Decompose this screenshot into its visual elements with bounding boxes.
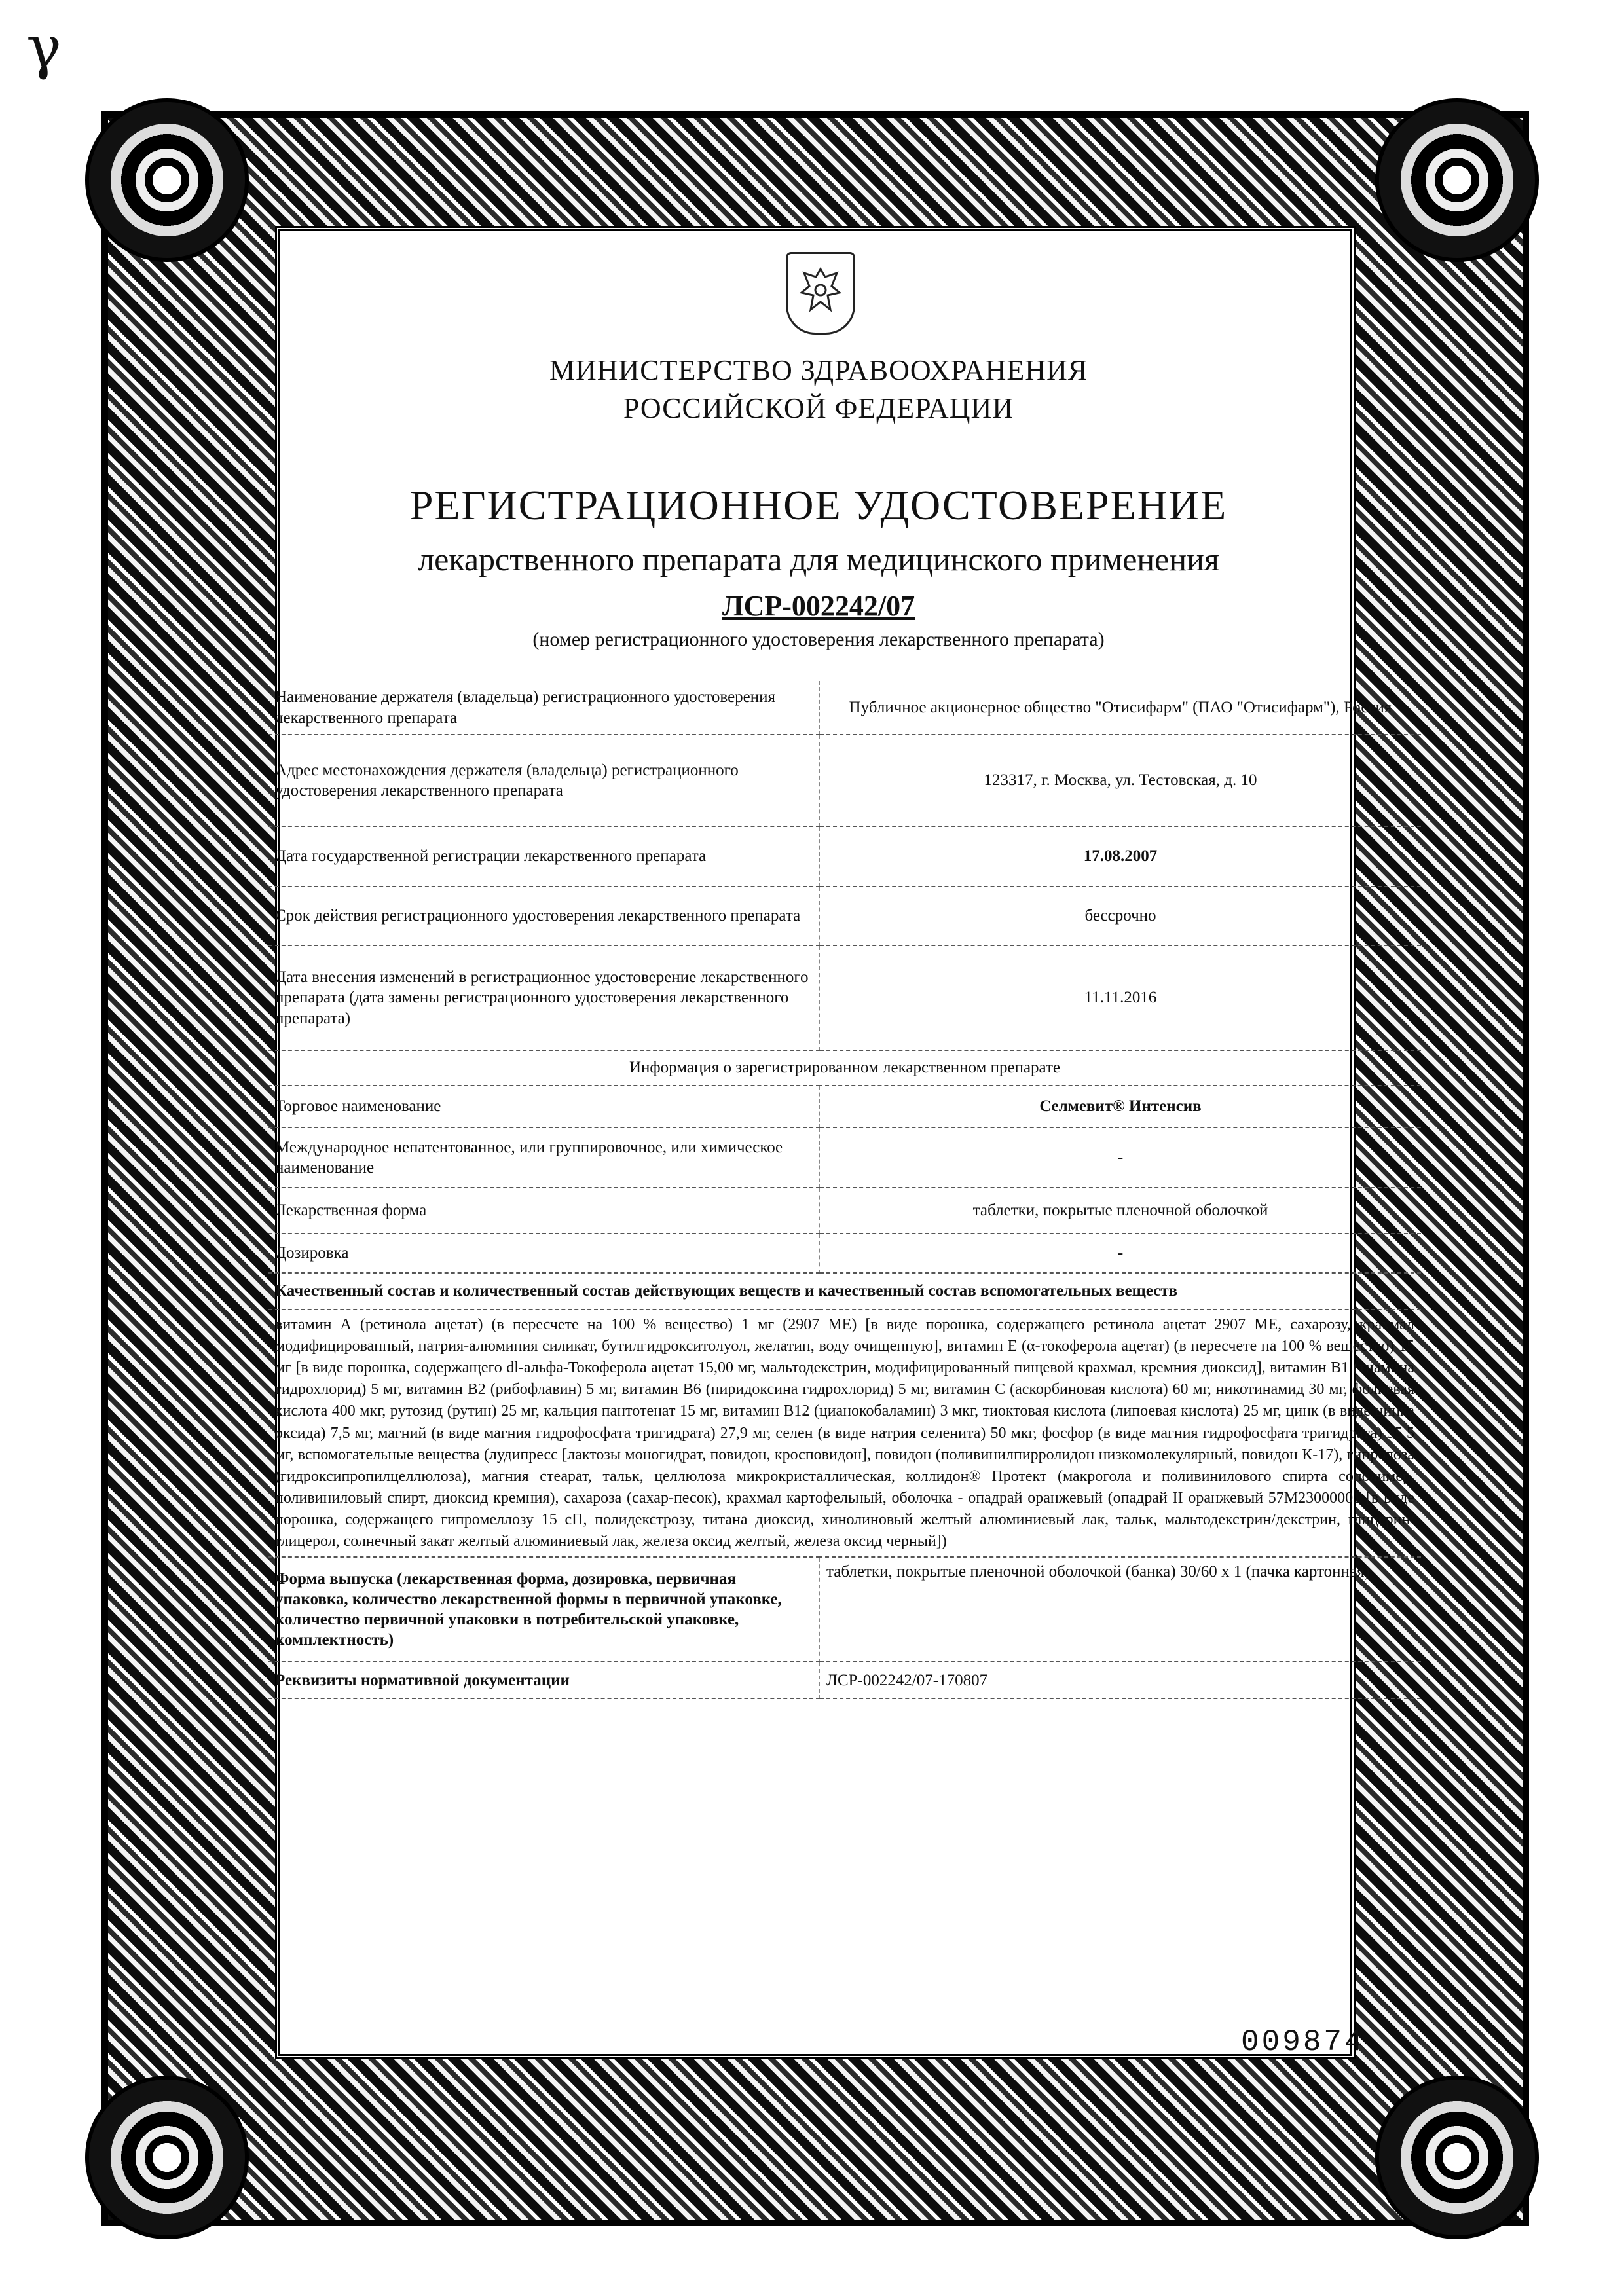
address-label: Адрес местонахождения держателя (владельца) регистрационного удостоверения лекарственного препарата bbox=[268, 735, 819, 826]
frame-rosette-top-left bbox=[85, 98, 249, 262]
table-row bbox=[268, 826, 1421, 887]
holder-value: Публичное акционерное общество "Отисифарм" (ПАО "Отисифарм"), Россия bbox=[819, 681, 1421, 735]
serial-number: 009874 bbox=[1241, 2025, 1365, 2059]
ministry-name-line1: МИНИСТЕРСТВО ЗДРАВООХРАНЕНИЯ bbox=[549, 354, 1088, 386]
validity-label: Срок действия регистрационного удостоверения лекарственного препарата bbox=[268, 887, 819, 945]
table-row bbox=[268, 1086, 1421, 1127]
frame-rosette-top-right bbox=[1375, 98, 1539, 262]
document-subtitle: лекарственного препарата для медицинского применения bbox=[418, 541, 1219, 577]
registration-info-table bbox=[268, 681, 1421, 1699]
table-row bbox=[268, 1557, 1421, 1662]
coat-of-arms-emblem bbox=[786, 252, 855, 335]
inn-label: Международное непатентованное, или группировочное, или химическое наименование bbox=[268, 1127, 819, 1188]
dosage-form-value: таблетки, покрытые пленочной оболочкой bbox=[819, 1188, 1421, 1234]
change-date-value: 11.11.2016 bbox=[819, 945, 1421, 1050]
release-form-value: таблетки, покрытые пленочной оболочкой (банка) 30/60 х 1 (пачка картонная) bbox=[819, 1557, 1421, 1662]
dosage-label: Дозировка bbox=[268, 1234, 819, 1273]
validity-value: бессрочно bbox=[819, 887, 1421, 945]
table-row bbox=[268, 887, 1421, 945]
dosage-form-label: Лекарственная форма bbox=[268, 1188, 819, 1234]
release-form-label: Форма выпуска (лекарственная форма, дозировка, первичная упаковка, количество лекарственной формы в первичной упаковке, количество первичной упаковки в потребительской упаковке, комплектность) bbox=[268, 1557, 819, 1662]
table-row bbox=[268, 735, 1421, 826]
frame-rosette-bottom-left bbox=[85, 2076, 249, 2239]
reg-date-value: 17.08.2007 bbox=[819, 826, 1421, 887]
trade-name-value: Селмевит® Интенсив bbox=[819, 1086, 1421, 1127]
composition-label: Качественный состав и количественный состав действующих веществ и качественный состав вспомогательных веществ bbox=[268, 1273, 1421, 1310]
table-row bbox=[268, 1273, 1421, 1310]
registration-number: ЛСР-002242/07 bbox=[722, 590, 915, 622]
trade-name-label: Торговое наименование bbox=[268, 1086, 819, 1127]
table-row bbox=[268, 945, 1421, 1050]
dosage-value: - bbox=[819, 1234, 1421, 1273]
holder-label: Наименование держателя (владельца) регистрационного удостоверения лекарственного препарата bbox=[268, 681, 819, 735]
frame-rosette-bottom-right bbox=[1375, 2076, 1539, 2239]
reg-date-label: Дата государственной регистрации лекарственного препарата bbox=[268, 826, 819, 887]
table-row bbox=[268, 681, 1421, 735]
composition-text: витамин А (ретинола ацетат) (в пересчете на 100 % вещество) 1 мг (2907 МЕ) [в виде порошка, содержащего ретинола ацетат 2907 МЕ, сахарозу, крахмал модифицированный, натрия-алюминия силикат, бутилгидрокситолуол, желатин, воду очищенную], витамин Е (α-токоферола ацетат) (в пересчете на 100 % вещество) 15 мг [в виде порошка, содержащего dl-альфа-Токоферола ацетат 15,00 мг, мальтодекстрин, модифицированный пищевой крахмал, кремния диоксид], витамин В1 (тиамина гидрохлорид) 5 мг, витамин В2 (рибофлавин) 5 мг, витамин В6 (пиридоксина гидрохлорид) 5 мг, витамин С (аскорбиновая кислота) 60 мг, никотинамид 30 мг, фолиевая кислота 400 мкг, рутозид (рутин) 25 мг, кальция пантотенат 15 мг, витамин В12 (цианокобаламин) 3 мкг, тиоктовая кислота (липоевая кислота) 25 мг, цинк (в виде цинка оксида) 7,5 мг, магний (в виде магния гидрофосфата тригидрата) 27,9 мг, селен (в виде натрия селенита) 50 мкг, фосфор (в виде магния гидрофосфата тригидрата) 35,5 мг, вспомогательные вещества (лудипресс [лактозы моногидрат, повидон, кросповидон], повидон (поливинилпирролидон низкомолекулярный, повидон К-17), гипролоза (гидроксипропилцеллюлоза), магния стеарат, тальк, целлюлоза микрокристаллическая, коллидон® Протект (макрогола и поливинилового спирта сополимер, поливиниловый спирт, диоксид кремния), сахароза (сахар-песок), крахмал картофельный, оболочка - опадрай оранжевый (опадрай II оранжевый 57М23000001 [в виде порошка, содержащего гипромеллозу 15 сП, полидекстрозу, титана диоксид, хинолиновый желтый алюминиевый лак, тальк, мальтодекстрин/декстрин, глицерин/глицерол, солнечный закат желтый алюминиевый лак, железа оксид желтый, железа оксид черный]) bbox=[268, 1310, 1421, 1557]
handwritten-mark: γ bbox=[26, 13, 62, 82]
normative-value: ЛСР-002242/07-170807 bbox=[819, 1662, 1421, 1698]
registration-number-caption: (номер регистрационного удостоверения лекарственного препарата) bbox=[532, 629, 1105, 650]
normative-label: Реквизиты нормативной документации bbox=[268, 1662, 819, 1698]
ministry-name-line2: РОССИЙСКОЙ ФЕДЕРАЦИИ bbox=[623, 392, 1014, 424]
info-section-header: Информация о зарегистрированном лекарственном препарате bbox=[268, 1050, 1421, 1086]
table-row bbox=[268, 1050, 1421, 1086]
table-row bbox=[268, 1127, 1421, 1188]
address-value: 123317, г. Москва, ул. Тестовская, д. 10 bbox=[819, 735, 1421, 826]
table-row bbox=[268, 1310, 1421, 1557]
table-row bbox=[268, 1234, 1421, 1273]
table-row bbox=[268, 1188, 1421, 1234]
document-title: РЕГИСТРАЦИОННОЕ УДОСТОВЕРЕНИЕ bbox=[409, 482, 1228, 528]
table-row bbox=[268, 1662, 1421, 1698]
inn-value: - bbox=[819, 1127, 1421, 1188]
eagle-icon bbox=[798, 264, 843, 323]
change-date-label: Дата внесения изменений в регистрационное удостоверение лекарственного препарата (дата замены регистрационного удостоверения лекарственного препарата) bbox=[268, 945, 819, 1050]
